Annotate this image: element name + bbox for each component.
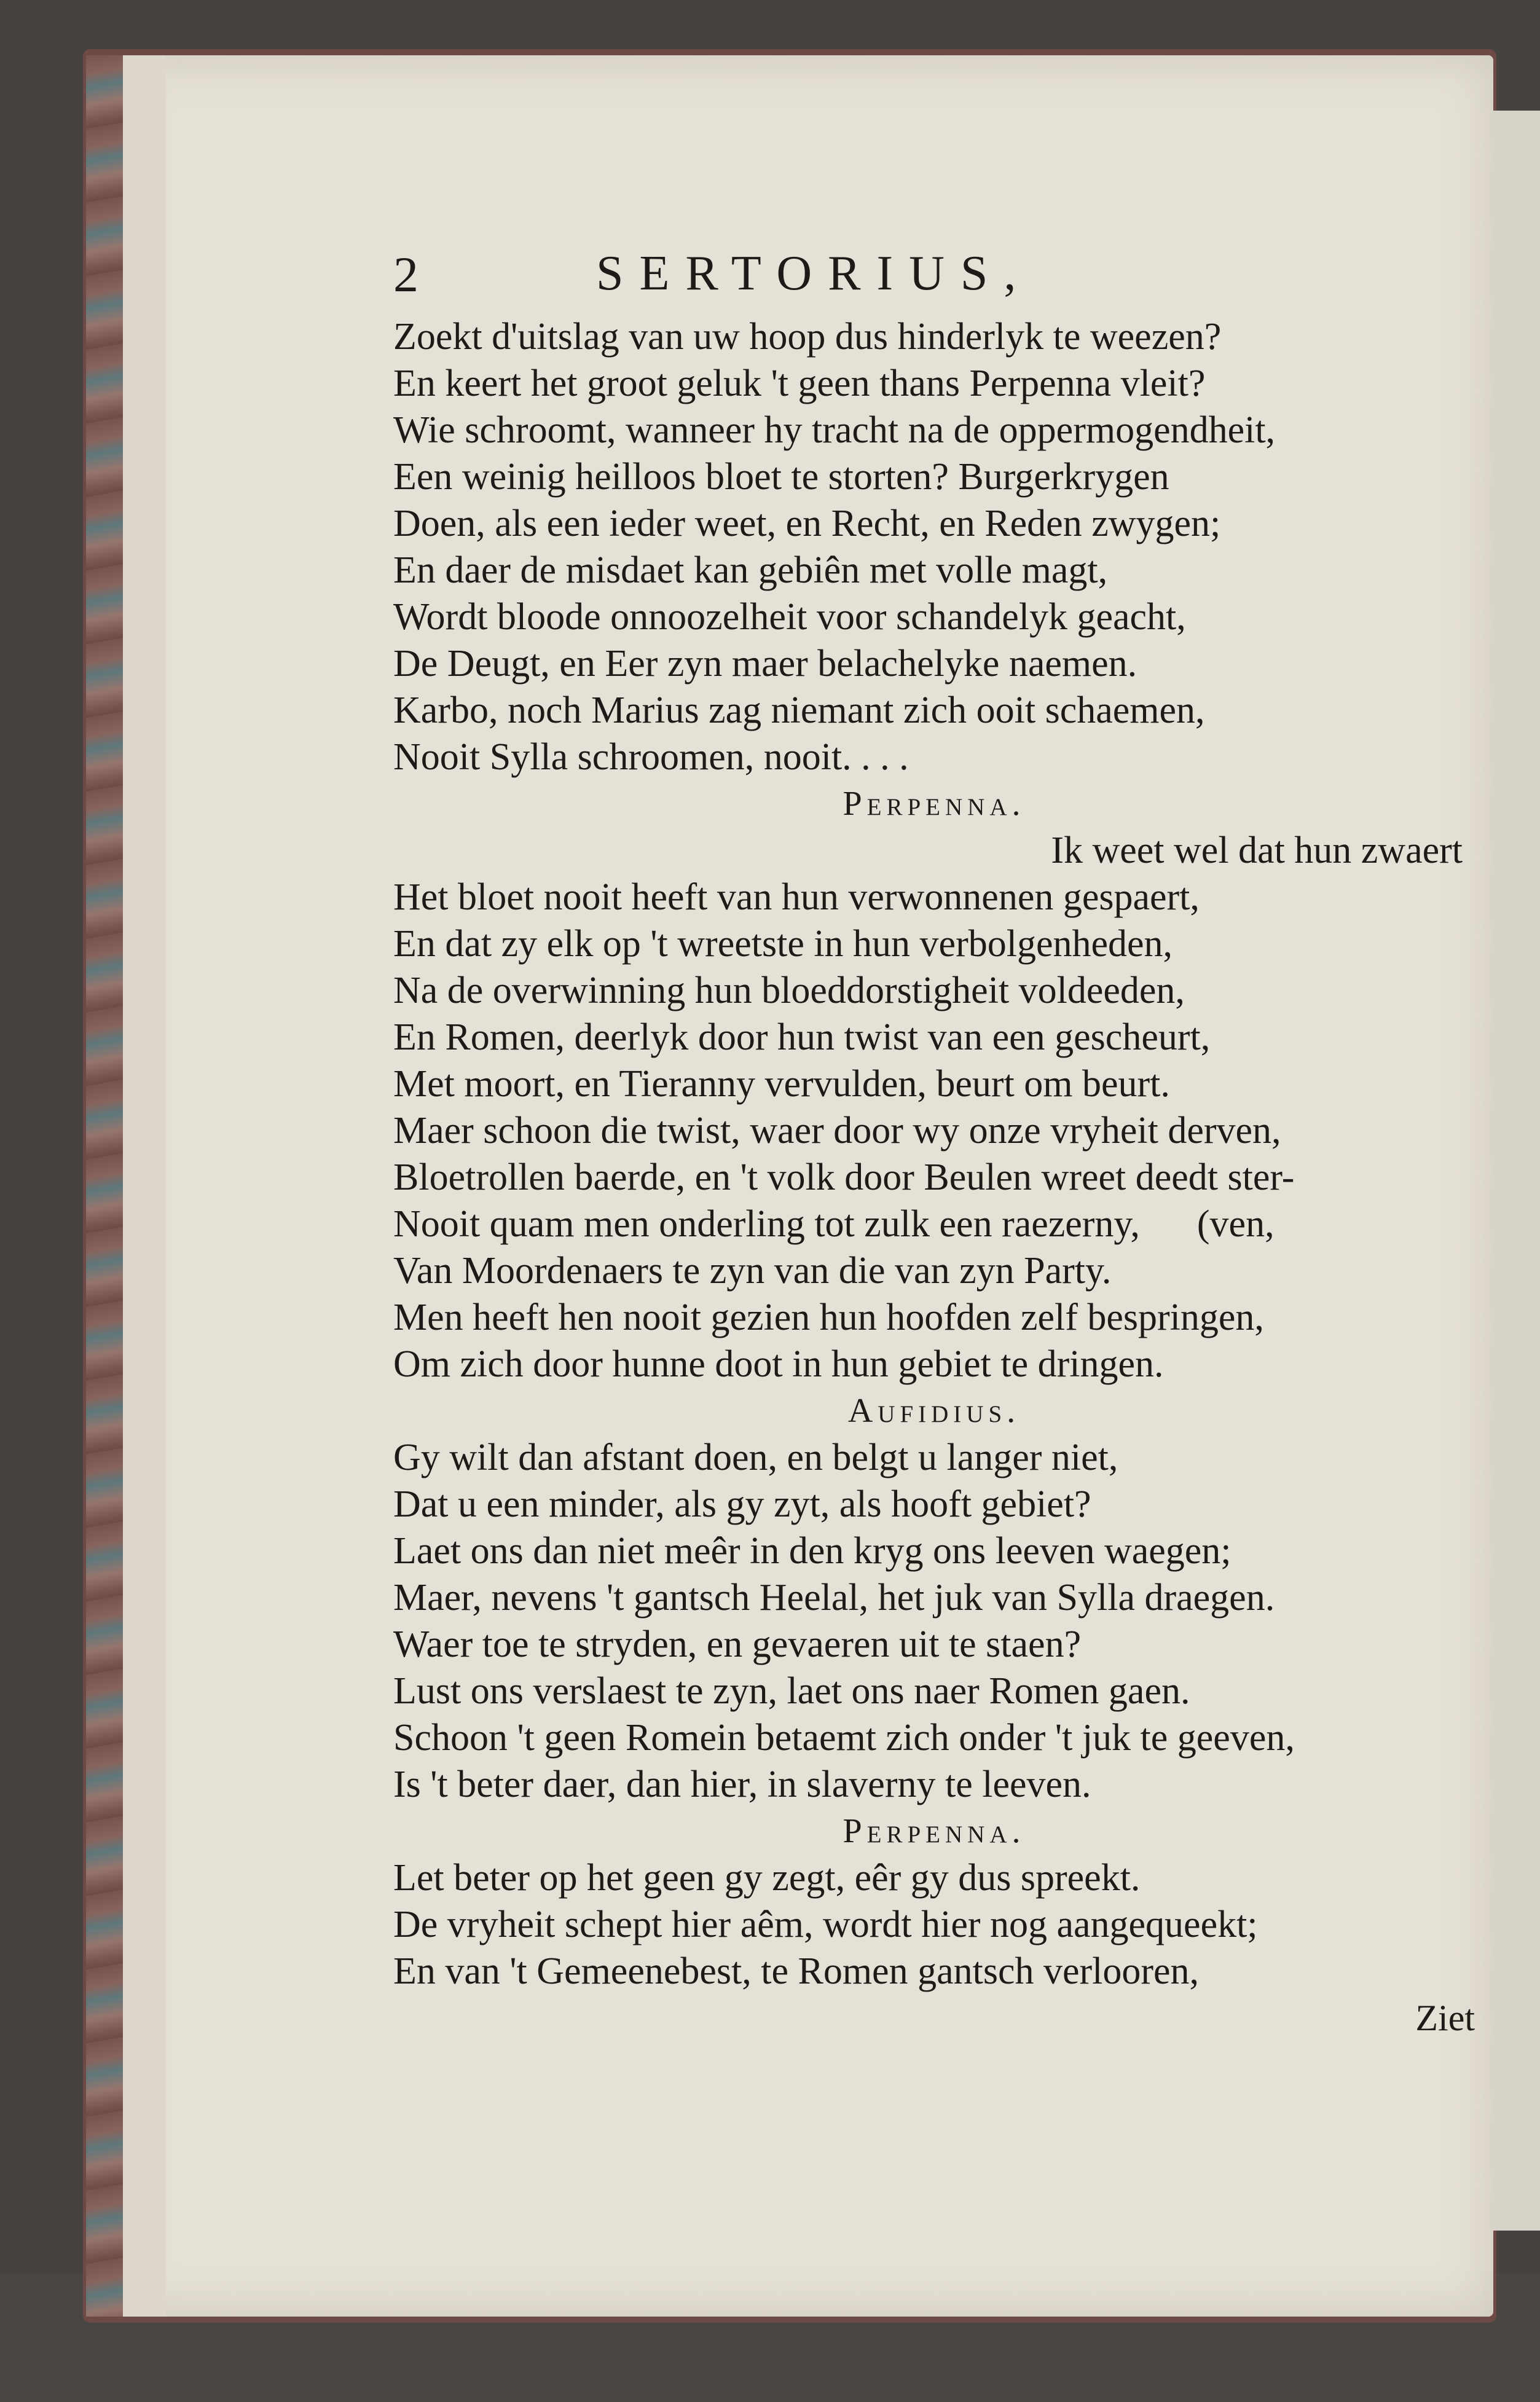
page-deckle: [123, 55, 166, 2317]
verse-line: Nooit Sylla schroomen, nooit. . . .: [393, 736, 909, 778]
speaker-heading: Aufidius.: [847, 1392, 1021, 1430]
verse-line: En dat zy elk op 't wreetste in hun verbolgenheden,: [393, 923, 1173, 965]
catchword: Ziet: [1415, 1998, 1475, 2038]
speaker-heading: Perpenna.: [843, 1812, 1026, 1850]
running-title: SERTORIUS,: [596, 246, 1032, 300]
verse-line: Nooit quam men onderling tot zulk een raezerny, (ven,: [393, 1203, 1275, 1245]
verse-line: En daer de misdaet kan gebiên met volle magt,: [393, 549, 1108, 591]
verse-line: Na de overwinning hun bloeddorstigheit voldeeden,: [393, 970, 1185, 1011]
verse-line: Maer, nevens 't gantsch Heelal, het juk van Sylla draegen.: [393, 1577, 1275, 1619]
verse-line: Gy wilt dan afstant doen, en belgt u langer niet,: [393, 1437, 1118, 1478]
verse-line: Om zich door hunne doot in hun gebiet te dringen.: [393, 1343, 1164, 1385]
speaker-heading: Perpenna.: [843, 785, 1026, 823]
verse-line: Doen, als een ieder weet, en Recht, en Reden zwygen;: [393, 503, 1221, 544]
verse-block-2: [393, 827, 1475, 1387]
verse-line: De Deugt, en Eer zyn maer belachelyke naemen.: [393, 643, 1137, 685]
verse-line: Met moort, en Tieranny vervulden, beurt om beurt.: [393, 1063, 1170, 1105]
verse-line: Maer schoon die twist, waer door wy onze vryheit derven,: [393, 1110, 1281, 1152]
verse-line: En keert het groot geluk 't geen thans Perpenna vleit?: [393, 363, 1206, 404]
verse-line: Men heeft hen nooit gezien hun hoofden zelf bespringen,: [393, 1297, 1264, 1338]
verse-block-1: [393, 313, 1475, 780]
page-text: [393, 246, 1475, 2041]
verse-line: Karbo, noch Marius zag niemant zich ooit schaemen,: [393, 689, 1205, 731]
verse-line: En van 't Gemeenebest, te Romen gantsch verlooren,: [393, 1950, 1200, 1992]
verse-block-4: [393, 1854, 1475, 1995]
page-number: 2: [393, 246, 418, 302]
verse-line: Waer toe te stryden, en gevaeren uit te staen?: [393, 1623, 1082, 1665]
verse-line: Lust ons verslaest te zyn, laet ons naer Romen gaen.: [393, 1670, 1190, 1712]
verse-line: Dat u een minder, als gy zyt, als hooft gebiet?: [393, 1483, 1091, 1525]
verse-line: Bloetrollen baerde, en 't volk door Beulen wreet deedt ster-: [393, 1156, 1295, 1198]
verse-line: Het bloet nooit heeft van hun verwonnenen gespaert,: [393, 876, 1200, 918]
verse-line: Wie schroomt, wanneer hy tracht na de oppermogendheit,: [393, 409, 1276, 451]
verse-line: Van Moordenaers te zyn van die van zyn Party.: [393, 1250, 1112, 1292]
verse-line: De vryheit schept hier aêm, wordt hier nog aangequeekt;: [393, 1904, 1258, 1945]
verse-line: Is 't beter daer, dan hier, in slaverny te leeven.: [393, 1764, 1091, 1805]
verse-block-3: [393, 1434, 1475, 1808]
verse-line: Laet ons dan niet meêr in den kryg ons leeven waegen;: [393, 1530, 1232, 1572]
verse-continuation: Ik weet wel dat hun zwaert: [1051, 830, 1463, 871]
verse-line: Een weinig heilloos bloet te storten? Burgerkrygen: [393, 456, 1169, 498]
page-header: [393, 246, 1475, 313]
verse-line: Schoon 't geen Romein betaemt zich onder 't juk te geeven,: [393, 1717, 1295, 1759]
verse-line: Let beter op het geen gy zegt, eêr gy dus spreekt.: [393, 1857, 1141, 1899]
verse-line: Wordt bloode onnoozelheit voor schandelyk geacht,: [393, 596, 1186, 638]
verse-line: Zoekt d'uitslag van uw hoop dus hinderlyk te weezen?: [393, 316, 1222, 358]
verse-line: En Romen, deerlyk door hun twist van een gescheurt,: [393, 1016, 1211, 1058]
facing-page-edge: [1487, 111, 1540, 2231]
